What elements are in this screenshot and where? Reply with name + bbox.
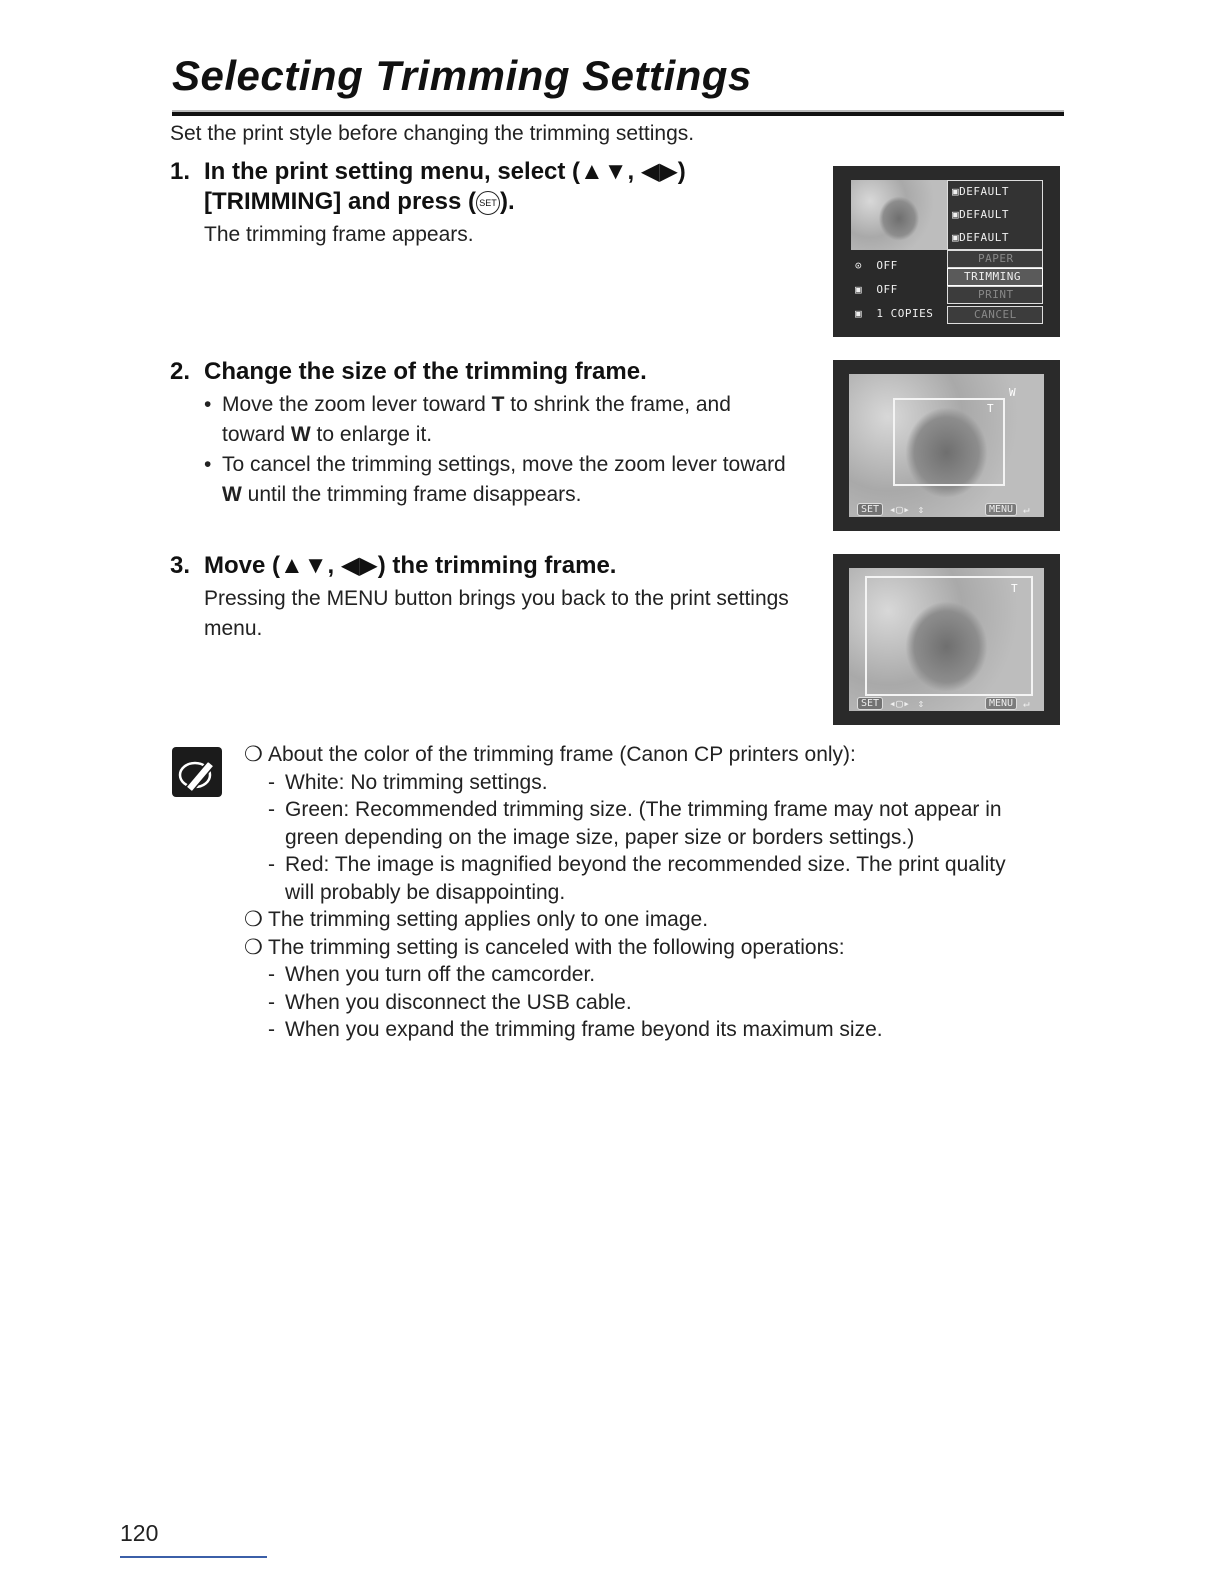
- note-bullet-icon: ❍: [244, 935, 263, 959]
- screen-thumbnail: [851, 180, 947, 250]
- note-subitem: [244, 796, 1006, 851]
- note-subitem-text: White: No trimming settings.: [285, 770, 548, 794]
- menu-item-print[interactable]: [947, 286, 1043, 304]
- step-3-body-line1: Pressing the MENU button brings you back to the print settings: [204, 587, 789, 610]
- notes-list: [244, 741, 1006, 1044]
- move-arrows-icon: ◂▢▸ ⇕: [889, 503, 925, 516]
- left-row-copies: ▣ 1 COPIES: [855, 307, 934, 320]
- return-icon: ↵: [1023, 697, 1031, 710]
- dash-marker: -: [268, 963, 275, 986]
- note-subitem-text: Red: The image is magnified beyond the recommended size. The print quality: [285, 853, 1006, 876]
- bullet-key-w: W: [222, 483, 242, 506]
- note-text: The trimming setting is canceled with the following operations:: [268, 935, 845, 959]
- note-item: [244, 741, 1006, 769]
- style-value: DEFAULT: [959, 185, 1009, 198]
- bullet-dot: •: [204, 453, 212, 476]
- zoom-t-indicator: T: [987, 402, 995, 415]
- note-subitem: [244, 769, 1006, 797]
- dash-marker: -: [268, 990, 275, 1014]
- screen-trimming-move: [833, 554, 1060, 725]
- bullet-text: To cancel the trimming settings, move the zoom lever toward: [222, 453, 786, 476]
- dash-marker: -: [268, 770, 275, 794]
- dash-marker: -: [268, 798, 275, 821]
- style-row-paper: ▣DEFAULT: [952, 185, 1009, 198]
- note-bullet-icon: ❍: [244, 908, 263, 931]
- step-1-heading: [170, 157, 686, 217]
- step-1-heading-line2: [170, 187, 686, 217]
- bullet-key-w: W: [290, 423, 311, 446]
- left-row-value: OFF: [876, 259, 898, 272]
- set-label: SET: [857, 697, 883, 710]
- menu-item-paper[interactable]: [947, 250, 1043, 268]
- note-subitem-text: When you expand the trimming frame beyond its maximum size.: [285, 1018, 883, 1041]
- step-3-number: 3.: [170, 552, 191, 579]
- bullet-text: to shrink the frame, and: [504, 393, 731, 416]
- title-rule: [172, 110, 1064, 116]
- note-pencil-icon: [172, 747, 222, 797]
- set-label: SET: [857, 503, 883, 516]
- menu-label: MENU: [985, 503, 1017, 516]
- note-subitem-text: When you disconnect the USB cable.: [285, 990, 632, 1014]
- step-1-heading-line2b: ).: [500, 188, 515, 215]
- step-3-heading-text: Move (▲▼, ◀▶) the trimming frame.: [204, 552, 617, 579]
- step-2-heading: [170, 357, 647, 387]
- note-item: [244, 934, 1006, 962]
- style-row-layout: ▣DEFAULT: [952, 208, 1009, 221]
- step-1-number: 1.: [170, 158, 191, 185]
- menu-item-label: TRIMMING: [964, 270, 1021, 283]
- note-subitem-text: When you turn off the camcorder.: [285, 963, 596, 986]
- bullet-text: toward: [222, 423, 291, 446]
- bullet-key-t: T: [491, 393, 505, 416]
- left-row-date: ⊙ OFF: [855, 259, 898, 272]
- style-value: DEFAULT: [959, 231, 1009, 244]
- step-2-bullet-2: [204, 450, 786, 510]
- move-arrows-icon: ◂▢▸ ⇕: [889, 697, 925, 710]
- step-3-body-line2: menu.: [204, 617, 263, 640]
- step-1-body: The trimming frame appears.: [204, 223, 474, 246]
- dash-marker: -: [268, 1018, 275, 1041]
- bullet-text: until the trimming frame disappears.: [241, 483, 582, 506]
- step-2-bullet-1: [204, 390, 731, 450]
- menu-label: MENU: [985, 697, 1017, 710]
- note-text: The trimming setting applies only to one image.: [268, 908, 709, 931]
- note-subitem-text: will probably be disappointing.: [285, 880, 566, 904]
- return-icon: ↵: [1023, 503, 1031, 516]
- menu-item-cancel[interactable]: [947, 306, 1043, 324]
- bullet-text: to enlarge it.: [310, 423, 433, 446]
- bullet-text: Move the zoom lever toward: [222, 393, 492, 416]
- step-1-heading-line2a: [TRIMMING] and press (: [204, 188, 477, 215]
- step-2-number: 2.: [170, 358, 191, 385]
- step-2-heading-text: Change the size of the trimming frame.: [204, 358, 647, 385]
- step-3-heading: [170, 551, 616, 581]
- style-panel: [947, 180, 1043, 250]
- note-subitem: [244, 989, 1006, 1017]
- page-title: Selecting Trimming Settings: [172, 52, 752, 99]
- menu-item-label: CANCEL: [974, 308, 1017, 321]
- menu-item-trimming[interactable]: [947, 268, 1043, 286]
- style-value: DEFAULT: [959, 208, 1009, 221]
- note-subitem-text: green depending on the image size, paper size or borders settings.): [285, 825, 915, 849]
- zoom-t-indicator: T: [1011, 582, 1019, 595]
- note-text: About the color of the trimming frame (Canon CP printers only):: [268, 743, 856, 766]
- menu-item-label: PAPER: [978, 252, 1014, 265]
- style-row-effect: ▣DEFAULT: [952, 231, 1009, 244]
- footer-rule: [120, 1556, 267, 1558]
- step-1-heading-line1: In the print setting menu, select (▲▼, ◀▶): [204, 158, 686, 185]
- page-number: 120: [120, 1520, 159, 1546]
- note-bullet-icon: ❍: [244, 743, 263, 766]
- note-subitem: [244, 1016, 1006, 1044]
- screen-trimming-size: [833, 360, 1060, 531]
- note-subitem: [244, 851, 1006, 906]
- left-row-value: OFF: [876, 283, 898, 296]
- left-row-value: 1 COPIES: [876, 307, 934, 320]
- bullet-dot: •: [204, 393, 212, 416]
- trimming-frame[interactable]: [865, 576, 1033, 696]
- zoom-w-indicator: W: [1009, 386, 1017, 399]
- set-button-icon: SET: [476, 191, 500, 215]
- screen-print-settings: [833, 166, 1060, 337]
- left-row-border: ▣ OFF: [855, 283, 898, 296]
- note-subitem-text: Green: Recommended trimming size. (The trimming frame may not appear in: [285, 798, 1002, 821]
- intro-text: Set the print style before changing the trimming settings.: [170, 122, 695, 145]
- step-3-body: [204, 584, 789, 644]
- note-item: [244, 906, 1006, 934]
- menu-item-label: PRINT: [978, 288, 1014, 301]
- note-subitem: [244, 961, 1006, 989]
- dash-marker: -: [268, 853, 275, 876]
